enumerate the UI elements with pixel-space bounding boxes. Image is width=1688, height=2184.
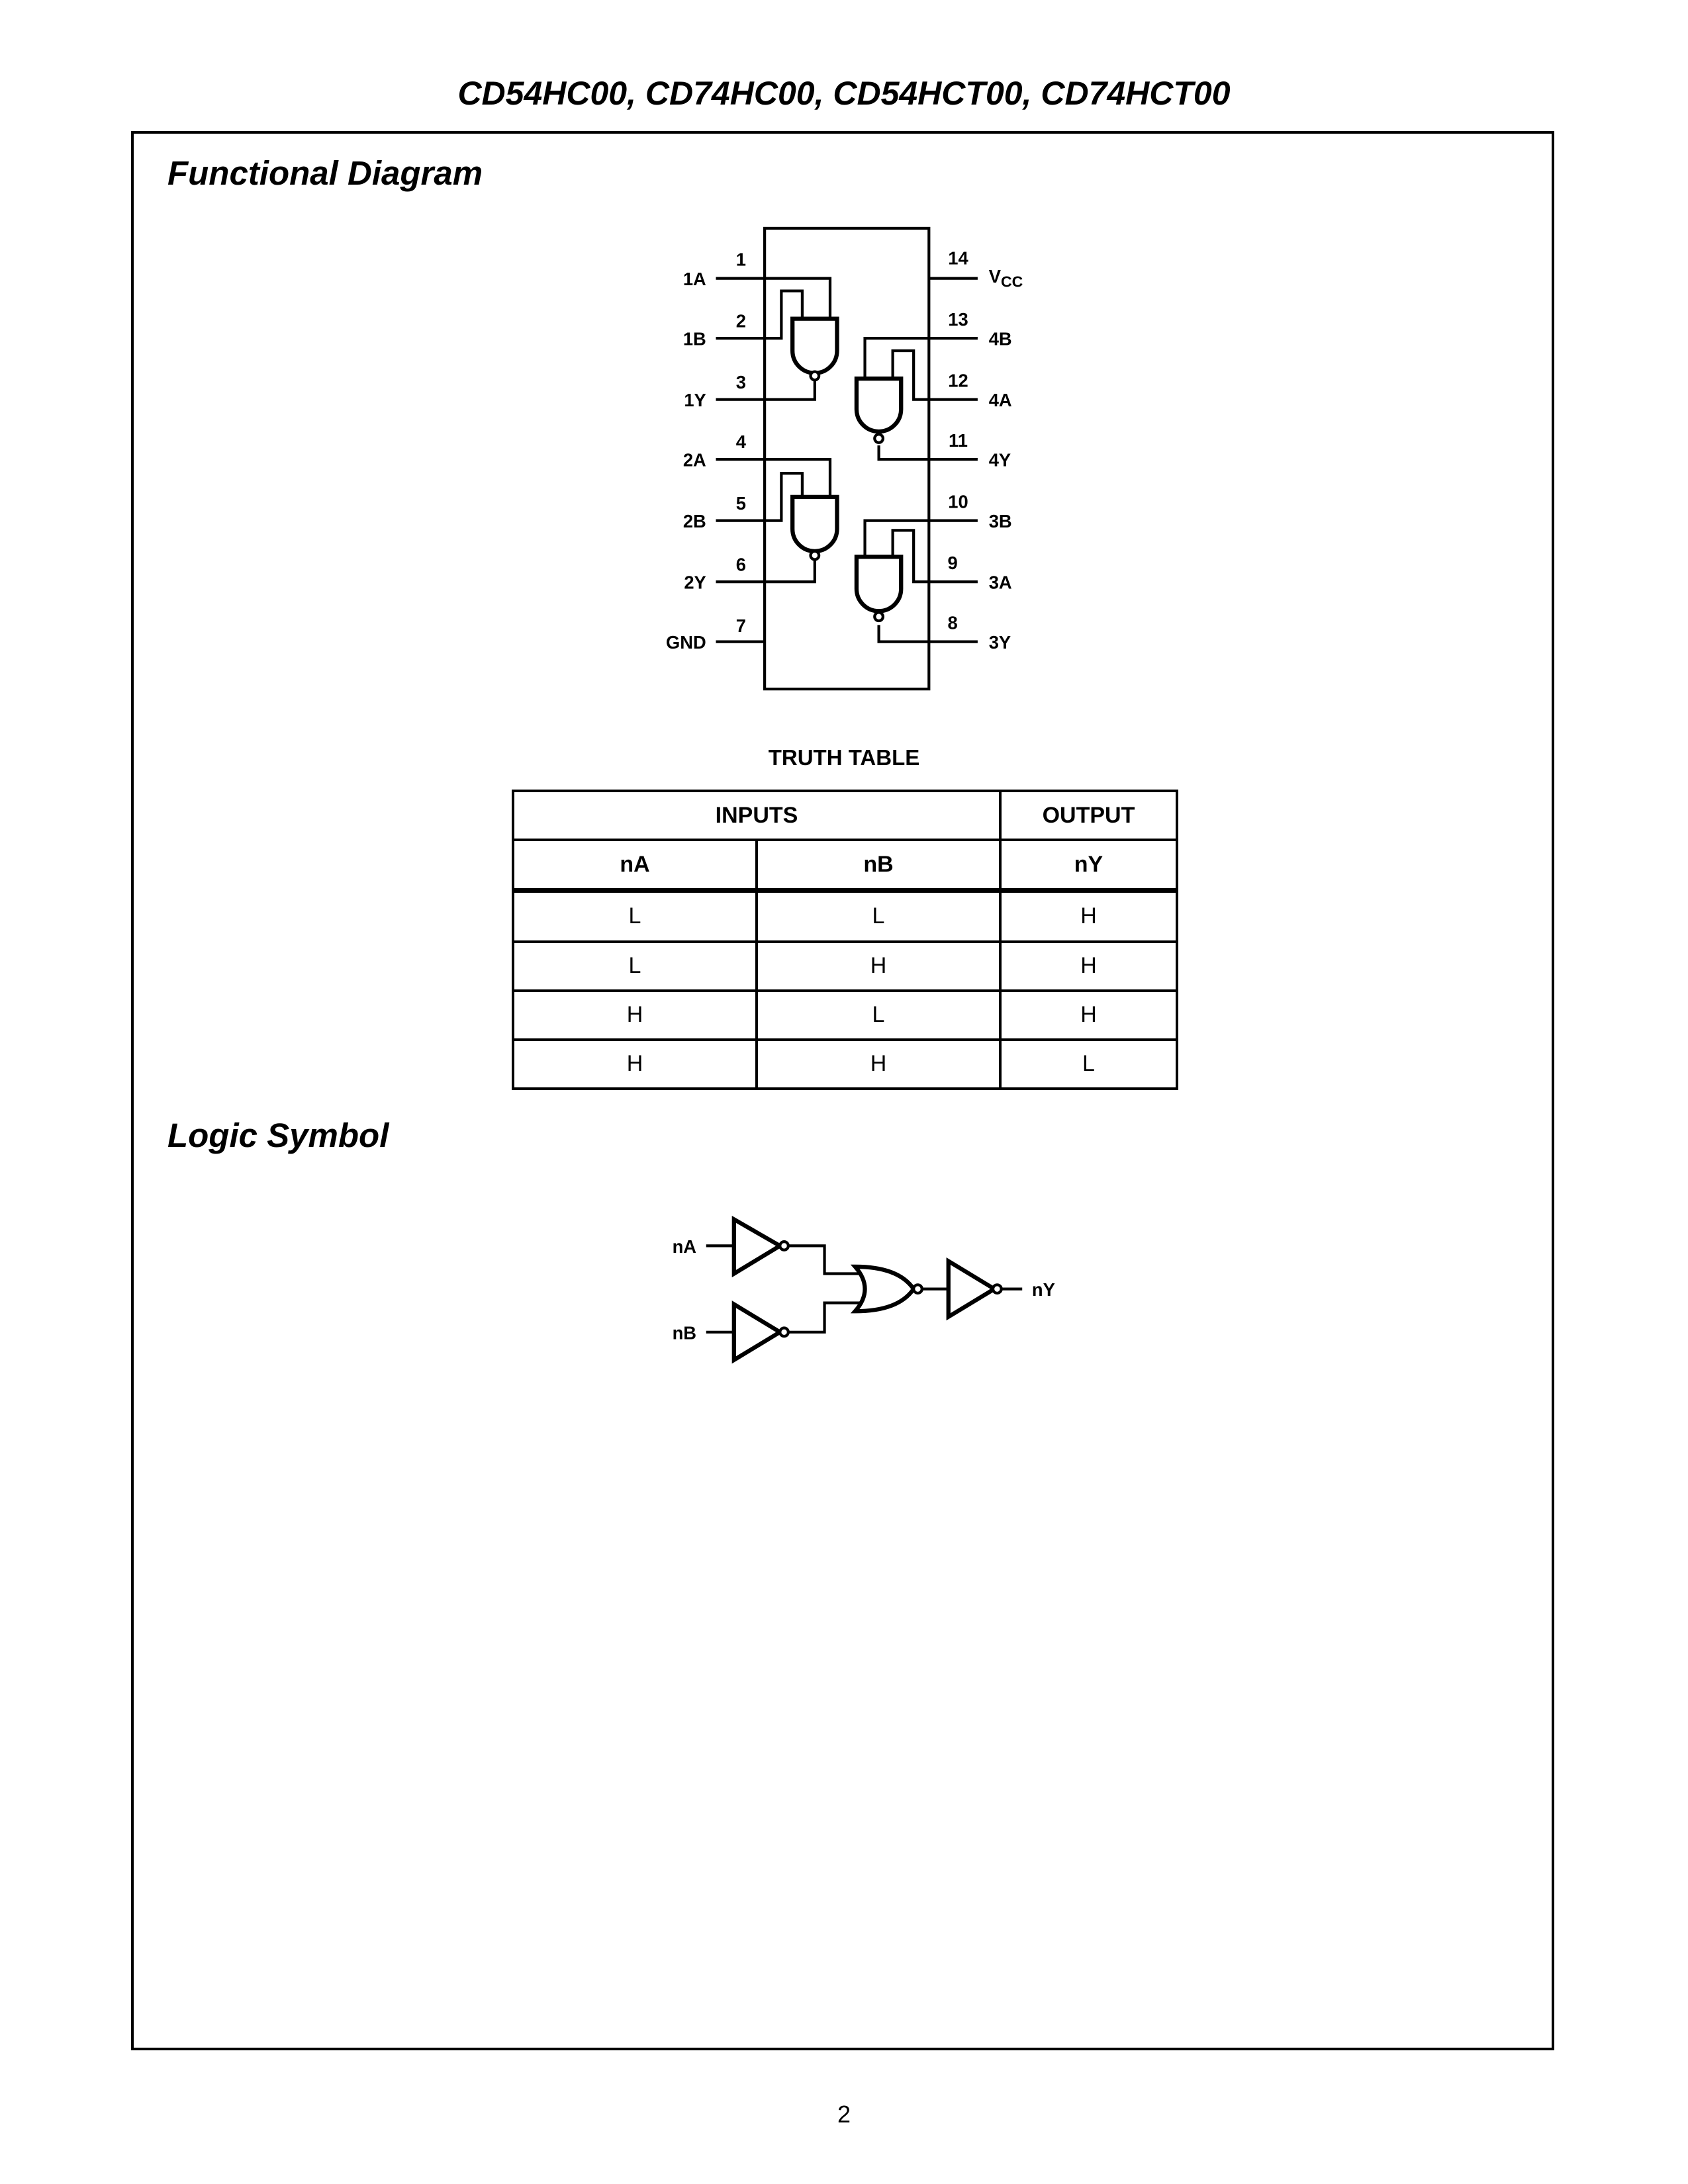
output-header: OUTPUT [1000,791,1177,840]
pin-label-3a: 3A [988,572,1012,593]
column-header-nb: nB [757,840,1000,891]
inputs-header: INPUTS [513,791,1000,840]
pin-label-vcc-main: V [988,265,1001,287]
inverter-a-bubble [780,1242,788,1250]
document-header-title: CD54HC00, CD74HC00, CD54HCT00, CD74HCT00 [457,75,1231,112]
pin-label-gnd: GND [666,632,706,653]
inverter-b [734,1304,780,1360]
pin-label-1b: 1B [682,328,706,349]
pin-number-3: 3 [735,371,746,392]
pin-label-1a: 1A [682,269,706,290]
pin-number-8: 8 [947,612,958,633]
logic-input-nb: nB [672,1322,697,1343]
column-header-na: nA [513,840,757,891]
pin-label-4b: 4B [988,328,1012,349]
logic-output-ny: nY [1031,1279,1055,1300]
table-cell: L [513,891,757,942]
pin-label-1y: 1Y [684,390,706,411]
truth-table-title: TRUTH TABLE [768,745,920,770]
pin-label-3b: 3B [988,511,1012,532]
pin-number-1: 1 [735,249,746,270]
table-cell: H [757,942,1000,991]
output-buffer [949,1261,994,1317]
pin-number-7: 7 [735,615,746,636]
pin-label-4a: 4A [988,390,1012,411]
table-cell: H [1000,991,1177,1040]
pin-number-12: 12 [948,370,968,391]
pin-number-14: 14 [948,248,968,269]
output-buffer-bubble [993,1285,1002,1293]
pin-label-4y: 4Y [988,449,1011,471]
table-cell: L [757,891,1000,942]
pin-number-5: 5 [735,492,746,514]
table-cell: H [757,1040,1000,1089]
pin-label-2y: 2Y [684,572,706,593]
page-number: 2 [837,2101,851,2128]
pin-number-9: 9 [947,553,958,574]
pin-number-10: 10 [948,491,968,512]
inverter-b-bubble [780,1328,788,1337]
table-cell: H [513,1040,757,1089]
pin-number-2: 2 [735,310,746,332]
pin-label-3y: 3Y [988,632,1011,653]
table-cell: H [1000,942,1177,991]
table-cell: L [1000,1040,1177,1089]
functional-diagram-title: Functional Diagram [167,154,483,192]
logic-symbol-title: Logic Symbol [167,1116,389,1154]
pin-number-6: 6 [735,554,746,575]
inverter-a [734,1219,780,1273]
pin-label-2b: 2B [682,511,706,532]
pin-label-vcc-sub: CC [1000,273,1023,291]
pin-label-2a: 2A [682,449,706,471]
table-cell: L [513,942,757,991]
table-cell: H [513,991,757,1040]
pin-number-13: 13 [948,309,968,330]
or-gate-bubble [914,1285,922,1293]
column-header-ny: nY [1000,840,1177,891]
or-gate [855,1267,914,1311]
logic-input-na: nA [672,1236,697,1257]
table-cell: L [757,991,1000,1040]
pin-number-11: 11 [949,430,968,451]
table-cell: H [1000,891,1177,942]
pin-number-4: 4 [735,432,746,453]
